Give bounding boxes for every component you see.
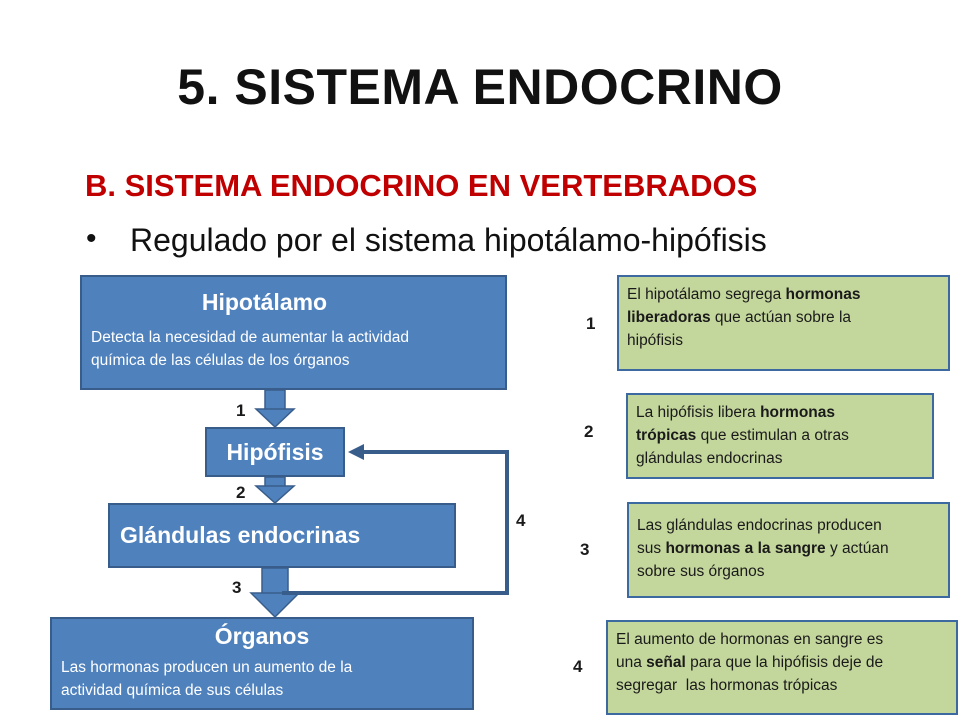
hipofisis-box [205,427,345,477]
note-1-line-1: El hipotálamo segrega hormonas [627,286,861,303]
organos-box [50,617,474,710]
arrow-hipofisis-glandulas [256,477,294,503]
glandulas-title: Glándulas endocrinas [120,522,361,548]
organos-title: Órganos [214,623,310,649]
note-2-line-1: La hipófisis libera hormonas [636,404,836,421]
note-3-line-2: sus hormonas a la sangre y actúan [637,540,889,557]
note-1-line-3: hipófisis [627,332,683,349]
note-3-line-1: Las glándulas endocrinas producen [637,517,882,534]
bullet-text: Regulado por el sistema hipotálamo-hipófisis [130,222,767,258]
arrow-label-1: 1 [236,401,246,420]
bullet-dot-icon: • [86,222,97,255]
arrow-label-2: 2 [236,483,246,502]
arrow-label-4: 4 [516,511,526,530]
note-number-2: 2 [584,422,594,441]
hipotalamo-box [80,275,507,390]
note-box-2 [626,393,934,479]
note-2-line-3: glándulas endocrinas [636,450,783,467]
note-box-4 [606,620,958,715]
note-4-line-2: una señal para que la hipófisis deje de [616,654,884,671]
note-number-1: 1 [586,314,596,333]
organos-desc-line-2: actividad química de sus células [61,682,284,699]
organos-desc-line-1: Las hormonas producen un aumento de la [61,659,353,676]
note-4-line-3: segregar las hormonas trópicas [616,677,838,694]
note-4-line-1: El aumento de hormonas en sangre es [616,631,884,648]
hipotalamo-desc-line-2: química de las células de los órganos [91,352,350,369]
arrow-hipotalamo-hipofisis [256,390,294,427]
note-number-3: 3 [580,540,590,559]
note-box-1 [617,275,950,371]
hipofisis-title: Hipófisis [226,439,324,465]
note-box-3 [627,502,950,598]
organos-description [61,656,466,702]
arrow-label-3: 3 [232,578,242,597]
section-subtitle: B. SISTEMA ENDOCRINO EN VERTEBRADOS [85,168,758,203]
note-3-line-3: sobre sus órganos [637,563,765,580]
note-1-line-2: liberadoras que actúan sobre la [627,309,852,326]
hipotalamo-description [91,326,501,372]
hipotalamo-desc-line-1: Detecta la necesidad de aumentar la actividad [91,329,409,346]
note-number-4: 4 [573,657,583,676]
page-title: 5. SISTEMA ENDOCRINO [177,59,783,115]
hipotalamo-title: Hipotálamo [201,289,328,315]
glandulas-box [108,503,456,568]
note-2-line-2: trópicas que estimulan a otras [636,427,849,444]
